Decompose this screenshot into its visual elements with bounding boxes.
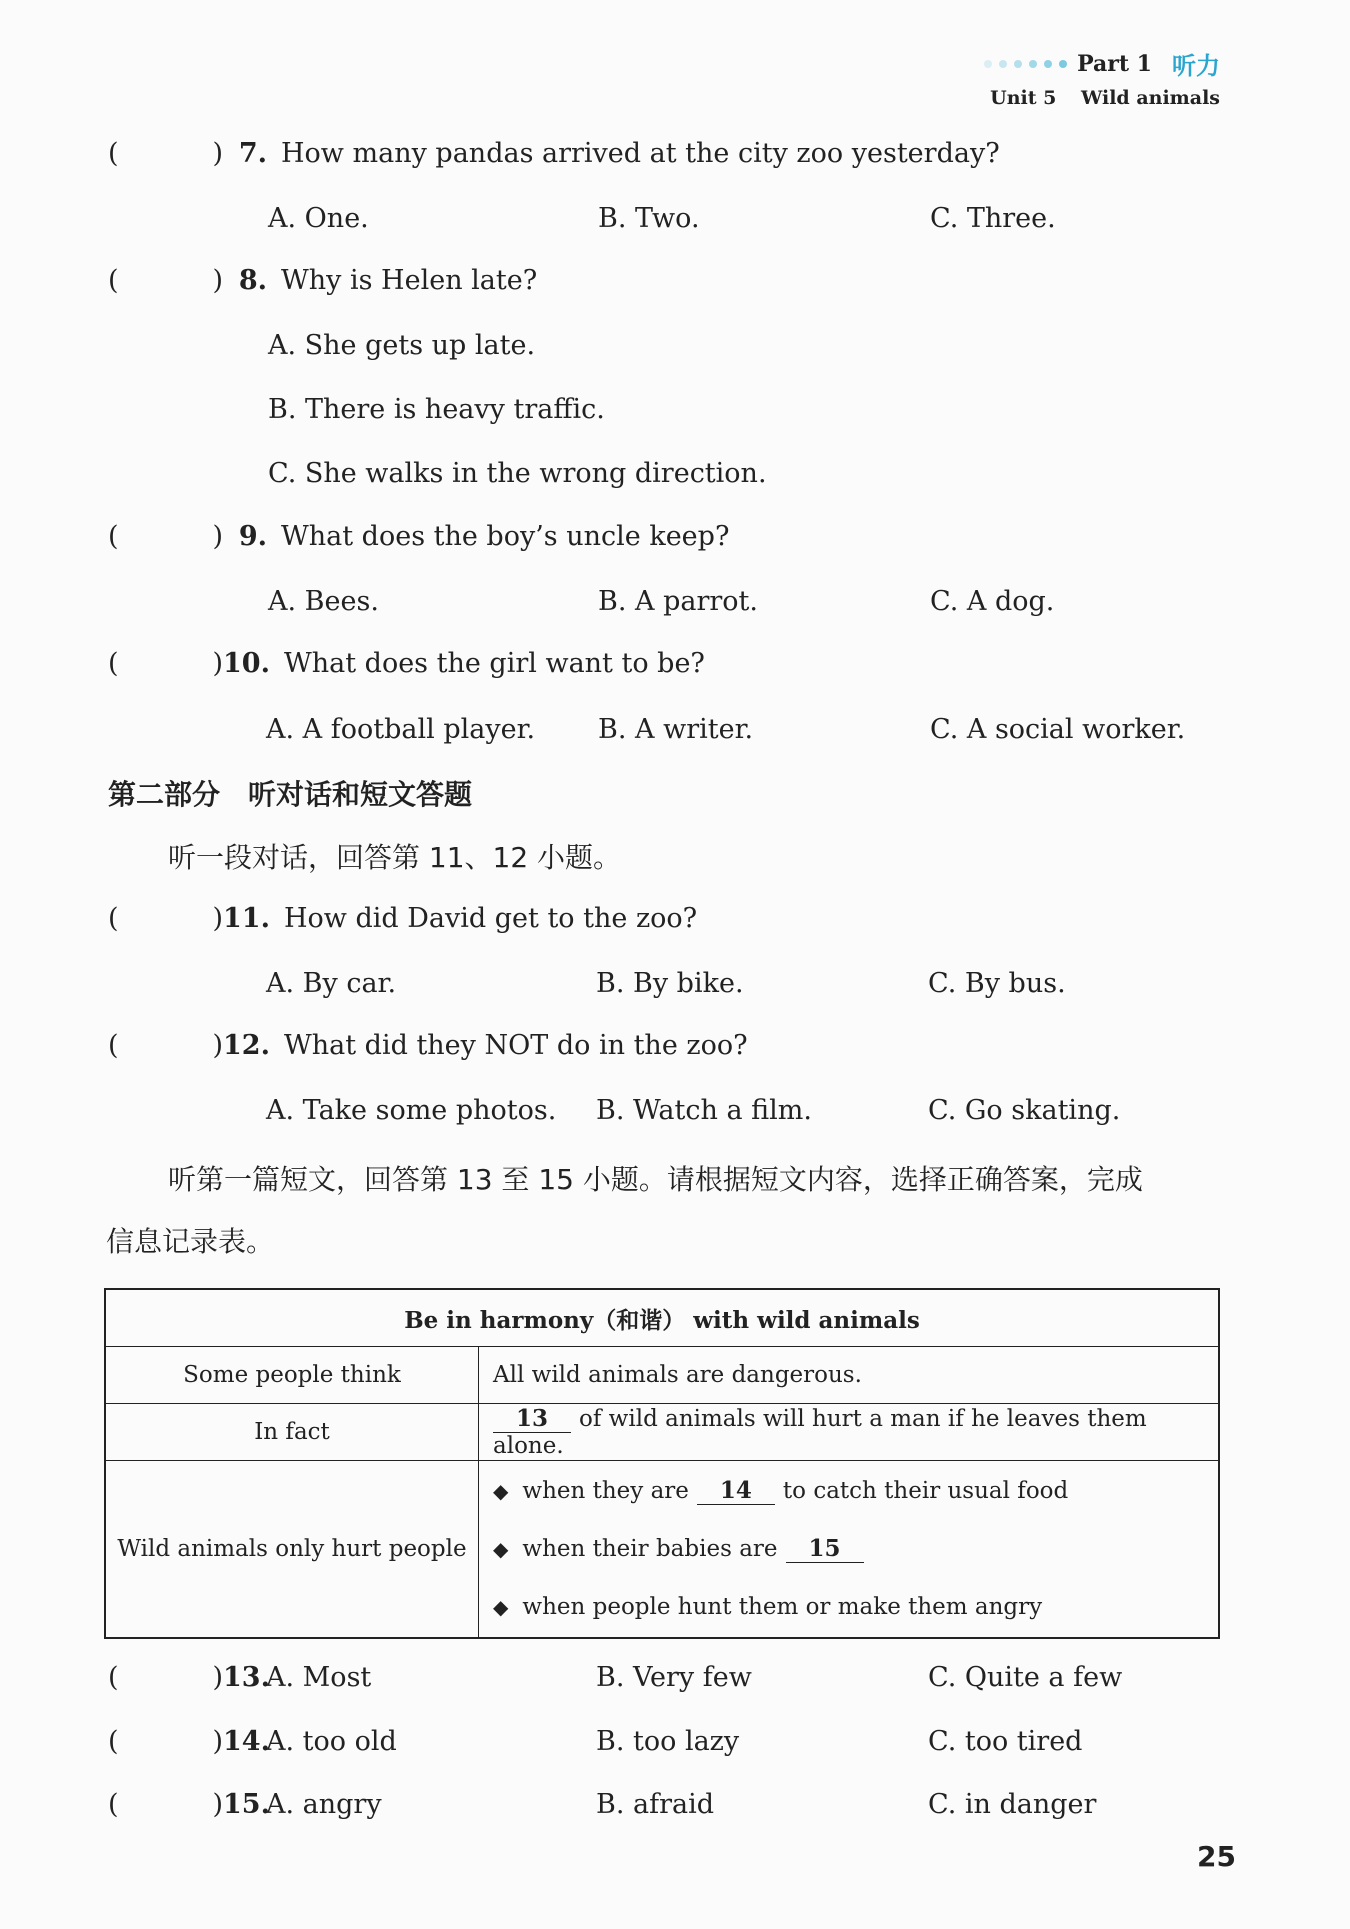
unit-title: Wild animals [1080,87,1220,109]
question-13: ( ) 13. [108,1662,270,1693]
question-12: ( ) 12. What did they NOT do in the zoo? [108,1030,748,1061]
option-b: B. too lazy [596,1726,740,1757]
section-title: 第二部分 听对话和短文答题 [108,778,473,811]
page-number: 25 [1197,1840,1236,1873]
answer-blank[interactable]: ( ) [108,1662,223,1693]
option-a: A. One. [268,203,369,234]
part-cn-label: 听力 [1172,52,1220,80]
option-c: C. A dog. [930,586,1055,617]
list-item: ◆ when people hunt them or make them angry [493,1594,1043,1620]
option-a: A. too old [266,1726,397,1757]
option-a: A. Take some photos. [266,1095,557,1126]
option-b: B. There is heavy traffic. [268,394,605,425]
diamond-bullet-icon: ◆ [493,1537,509,1561]
option-c: C. Go skating. [928,1095,1121,1126]
option-b: B. A writer. [598,714,754,745]
option-c: C. She walks in the wrong direction. [268,458,767,489]
option-b: B. A parrot. [598,586,758,617]
option-a: A. She gets up late. [268,330,536,361]
option-c: C. Quite a few [928,1662,1123,1693]
answer-blank[interactable]: ( ) [108,648,223,679]
option-a: A. By car. [266,968,397,999]
table-cell [479,1461,1220,1639]
diamond-bullet-icon: ◆ [493,1479,509,1503]
option-c: C. too tired [928,1726,1083,1757]
option-b: B. Very few [596,1662,752,1693]
blank-13[interactable]: 13 [493,1405,571,1433]
question-text: How did David get to the zoo? [283,903,698,934]
option-a: A. Bees. [268,586,379,617]
answer-blank[interactable]: ( ) [108,1789,223,1820]
question-7: ( ) 7. How many pandas arrived at the city zoo yesterday? [108,138,1000,169]
answer-blank[interactable]: ( ) [108,138,223,169]
question-text: What did they NOT do in the zoo? [283,1030,748,1061]
answer-blank[interactable]: ( ) [108,1726,223,1757]
instruction-passage-cont: 信息记录表。 [106,1225,275,1258]
answer-blank[interactable]: ( ) [108,265,223,296]
option-a: A. angry [266,1789,382,1820]
answer-blank[interactable]: ( ) [108,903,223,934]
question-text: What does the girl want to be? [283,648,705,679]
question-9: ( ) 9. What does the boy’s uncle keep? [108,521,730,552]
table-cell: All wild animals are dangerous. [479,1347,1220,1404]
question-text: What does the boy’s uncle keep? [281,521,730,552]
unit-label: Unit 5 [990,87,1057,109]
table-cell: Wild animals only hurt people [105,1461,479,1639]
instruction-dialogue: 听一段对话，回答第 11、12 小题。 [168,841,622,874]
option-b: B. By bike. [596,968,744,999]
diamond-bullet-icon: ◆ [493,1595,509,1619]
decorative-dots [984,60,1067,68]
option-b: B. afraid [596,1789,715,1820]
part-label: Part 1 [1077,50,1152,77]
list-item: ◆ when they are 14 to catch their usual food [493,1477,1069,1504]
option-a: A. A football player. [266,714,536,745]
option-b: B. Two. [598,203,700,234]
list-item: ◆ when their babies are 15 [493,1520,1217,1578]
table-cell: Some people think [105,1347,479,1404]
answer-blank[interactable]: ( ) [108,521,223,552]
question-text: Why is Helen late? [281,265,538,296]
question-11: ( ) 11. How did David get to the zoo? [108,903,698,934]
page-header [984,46,1220,109]
question-8: ( ) 8. Why is Helen late? [108,265,538,296]
question-15: ( ) 15. [108,1789,270,1820]
instruction-passage: 听第一篇短文，回答第 13 至 15 小题。请根据短文内容，选择正确答案，完成 [168,1163,1143,1196]
option-b: B. Watch a film. [596,1095,812,1126]
question-14: ( ) 14. [108,1726,270,1757]
option-a: A. Most [266,1662,372,1693]
option-c: C. By bus. [928,968,1066,999]
answer-blank[interactable]: ( ) [108,1030,223,1061]
question-10: ( ) 10. What does the girl want to be? [108,648,705,679]
option-c: C. in danger [928,1789,1097,1820]
question-text: How many pandas arrived at the city zoo yesterday? [281,138,1000,169]
option-c: C. Three. [930,203,1056,234]
blank-14[interactable]: 14 [697,1477,775,1505]
option-c: C. A social worker. [930,714,1186,745]
table-title: Be in harmony（和谐） with wild animals [105,1289,1219,1347]
info-record-table [104,1288,1220,1639]
blank-15[interactable]: 15 [786,1535,864,1563]
table-cell: In fact [105,1404,479,1461]
table-cell: 13 of wild animals will hurt a man if he leaves them alone. [479,1404,1220,1461]
